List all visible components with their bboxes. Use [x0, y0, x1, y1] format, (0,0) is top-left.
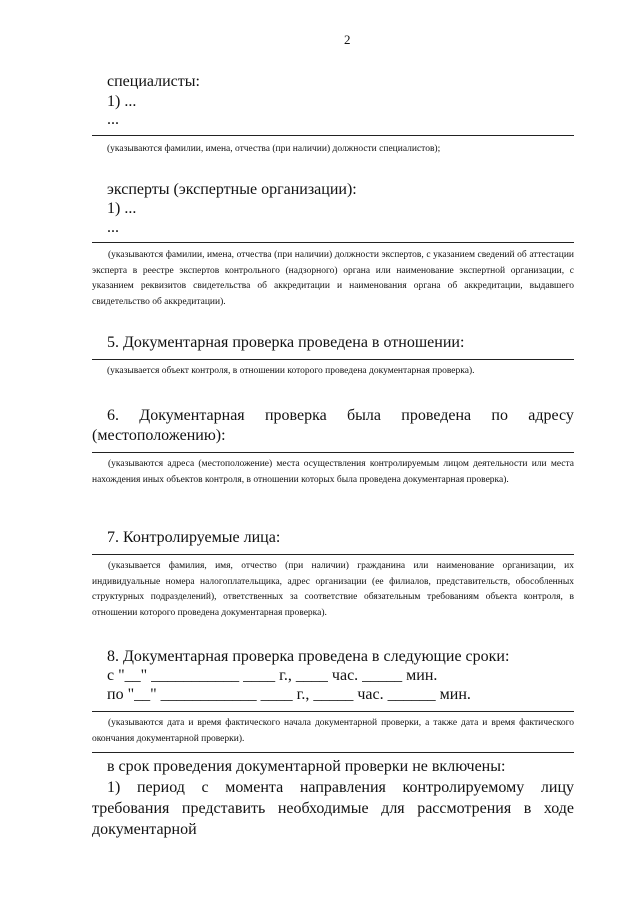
experts-title: эксперты (экспертные организации):: [107, 181, 357, 198]
section7-rule: [92, 554, 574, 555]
section6-word: проверка: [264, 407, 327, 424]
section8-rule: [92, 711, 574, 712]
section5-title: 5. Документарная проверка проведена в отношении:: [107, 334, 465, 351]
experts-rule: [92, 242, 574, 243]
section6-rule: [92, 452, 574, 453]
section8-caption: (указываются дата и время фактического начала документарной проверки, а также дата и время фактического окончания документарной проверки).: [92, 718, 574, 744]
experts-item-2: ...: [107, 219, 119, 236]
section6-word: была: [347, 407, 381, 424]
section6-title-line2: (местоположению):: [92, 427, 226, 444]
specialists-rule: [92, 135, 574, 136]
specialists-item-2: ...: [107, 111, 119, 128]
section7-title: 7. Контролируемые лица:: [107, 529, 281, 546]
section7-caption: (указывается фамилия, имя, отчество (при наличии) гражданина или наименование организации, их индивидуальные номера налогоплательщика, адрес организации (ее филиалов, представительств, обособленных структурных подразделений), ответственных за соответствие обязательным требованиям объекта контроля, в отношении которого проведена документарная проверка).: [92, 561, 574, 618]
section6-word: 6.: [107, 407, 119, 424]
section8-title: 8. Документарная проверка проведена в следующие сроки:: [107, 648, 510, 665]
section6-word: по: [491, 407, 508, 424]
specialists-item-1: 1) ...: [107, 93, 137, 110]
section8-to-line: по "__" ____________ ____ г., _____ час. ______ мин.: [107, 686, 471, 703]
section8-from-line: с "__" ___________ ____ г., ____ час. _____ мин.: [107, 667, 438, 684]
section6-word: проведена: [401, 407, 472, 424]
section6-caption: (указываются адреса (местоположение) места осуществления контролируемым лицом деятельности или места нахождения иных объектов контроля, в отношении которых была проведена документарная проверка).: [92, 459, 574, 485]
section6-title-line1: [107, 406, 574, 426]
page-number: 2: [344, 32, 351, 47]
experts-caption: (указываются фамилии, имена, отчества (при наличии) должности экспертов, с указанием сведений об аттестации эксперта в реестре экспертов контрольного (надзорного) органа или наименование экспертной организации, с указанием реквизитов свидетельства об аккредитации и наименования органа об аккредитации, выдавшего свидетельство об аккредитации).: [92, 250, 574, 307]
section5-caption: (указывается объект контроля, в отношении которого проведена документарная проверка).: [107, 366, 475, 376]
specialists-caption: (указываются фамилии, имена, отчества (при наличии) должности специалистов);: [107, 144, 441, 154]
specialists-title: специалисты:: [107, 73, 200, 90]
exclusions-intro: в срок проведения документарной проверки не включены:: [107, 758, 506, 775]
section6-word: адресу: [528, 407, 574, 424]
section5-rule: [92, 359, 574, 360]
exclusions-para-1: 1) период с момента направления контролируемому лицу требования представить необходимые для рассмотрения в ходе документарной: [92, 779, 574, 838]
section6-word: Документарная: [139, 407, 245, 424]
section8-rule-bottom: [92, 752, 574, 753]
experts-item-1: 1) ...: [107, 200, 137, 217]
